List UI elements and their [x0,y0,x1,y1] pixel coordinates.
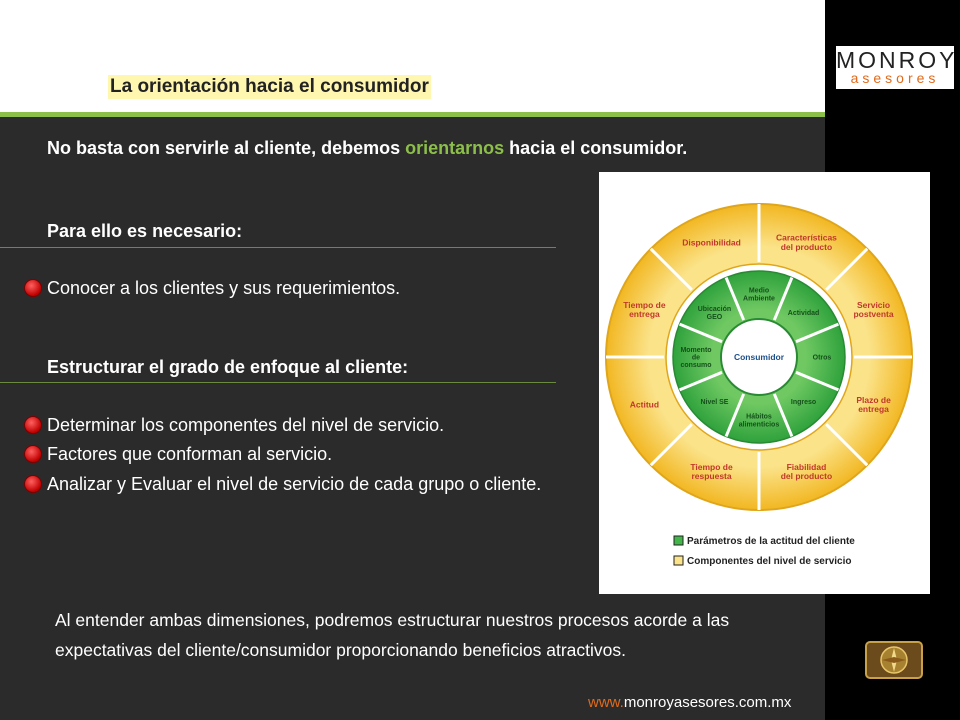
legend-swatch-yellow [674,556,683,565]
inner-label: Hábitos alimenticios [738,413,780,429]
inner-label: Medio Ambiente [743,287,775,303]
outer-label: Disponibilidad [682,237,741,248]
header-divider [0,112,825,117]
center-label: Consumidor [733,351,785,362]
section2-heading: Estructurar el grado de enfoque al cliente: [47,357,409,377]
section2-item: Factores que conforman al servicio. [47,444,333,464]
conclusion-line-2: expectativas del cliente/consumidor proporcionando beneficios atractivos. [55,640,627,660]
intro-statement [47,137,687,159]
diagram-svg [599,172,930,594]
conclusion-line-1: Al entender ambas dimensiones, podremos estructurar nuestros procesos acorde a las [55,610,730,630]
intro-after: hacia el consumidor. [504,138,688,158]
footer-www: www. [588,694,624,711]
diagram-legend [674,536,855,567]
section2-item: Analizar y Evaluar el nivel de servicio de cada grupo o cliente. [47,474,542,494]
slide-title: La orientación hacia el consumidor [110,76,429,97]
section2-divider [0,382,556,383]
legend-label-service: Componentes del nivel de servicio [687,556,852,567]
legend-swatch-green [674,536,683,545]
intro-before: No basta con servirle al cliente, debemos [47,138,406,158]
intro-highlight: orientarnos [405,138,505,158]
section1-item: Conocer a los clientes y sus requerimientos. [47,278,401,298]
inner-label: Momento de consumo [680,346,712,370]
compass-icon [864,640,924,680]
outer-label: Características del producto [775,232,837,253]
bullet-icon [24,475,42,493]
service-level-diagram [599,172,930,594]
monroy-logo [836,46,958,89]
inner-label: Nivel SE [700,398,729,406]
outer-label: Tiempo de entrega [623,299,666,320]
legend-label-attitude: Parámetros de la actitud del cliente [687,536,855,547]
section1-divider [0,247,556,248]
outer-label: Plazo de entrega [856,394,891,415]
logo-name: MONROY [836,47,958,73]
bullet-icon [24,279,42,297]
bullet-icon [24,445,42,463]
footer-domain: monroyasesores.com.mx [623,694,792,711]
section1-heading: Para ello es necesario: [47,221,243,241]
inner-label: Ubicación GEO [697,306,732,321]
inner-label: Otros [812,354,832,362]
footer-website[interactable] [588,694,791,711]
section2-item: Determinar los componentes del nivel de servicio. [47,415,445,435]
logo-subtitle: asesores [850,70,940,86]
inner-label: Ingreso [790,398,817,406]
outer-label: Tiempo de respuesta [690,461,733,482]
outer-label: Servicio postventa [853,299,894,320]
outer-label: Fiabilidad del producto [780,461,833,482]
inner-label: Actividad [787,309,820,317]
bullet-icon [24,416,42,434]
diagram-rings [606,204,912,510]
outer-label: Actitud [629,399,660,410]
